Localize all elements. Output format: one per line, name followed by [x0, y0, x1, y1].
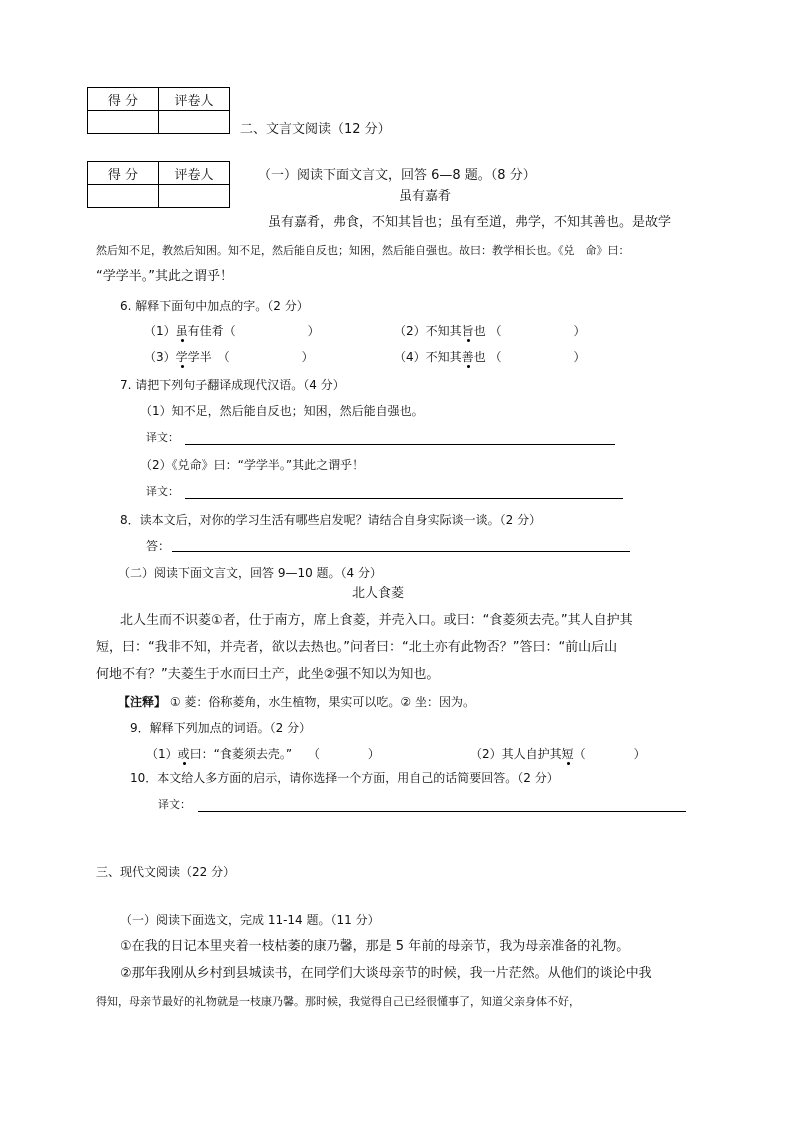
answer-line[interactable] — [185, 444, 615, 445]
section-3-heading: 三、现代文阅读（22 分） — [96, 865, 236, 879]
grader-cell[interactable] — [159, 111, 230, 134]
item-suffix: 也 （ ） — [473, 324, 586, 338]
answer-line[interactable] — [198, 811, 686, 812]
question-6-item-4 — [394, 349, 585, 366]
question-9-stem: 9．解释下列加点的词语。（2 分） — [130, 721, 312, 735]
question-7-sentence-1: （1）知不足，然后能自反也；知困，然后能自强也。 — [140, 404, 424, 418]
dotted-char: 旨 — [461, 324, 474, 338]
annotation-text: ① 菱：俗称菱角，水生植物，果实可以吃。② 坐：因为。 — [166, 695, 475, 709]
item-suffix: 有佳肴（ ） — [187, 324, 320, 338]
section-2-heading: 二、文言文阅读（12 分） — [240, 122, 391, 137]
question-9-item-2 — [470, 746, 646, 763]
part-3-intro: （一）阅读下面选文，完成 11-14 题。（11 分） — [120, 913, 380, 927]
answer-line[interactable] — [172, 551, 630, 552]
score-header: 得 分 — [88, 88, 159, 111]
question-10-stem: 10．本文给人多方面的启示，请你选择一个方面，用自己的话简要回答。（2 分） — [130, 771, 559, 785]
item-prefix: （1） — [144, 324, 176, 338]
passage-2-title: 北人食菱 — [352, 586, 405, 601]
question-9-item-1 — [146, 746, 380, 763]
translation-label: 译文： — [158, 798, 191, 811]
passage-1-line: “学学半。”其此之谓乎！ — [96, 269, 233, 284]
item-prefix: （4）不知其 — [394, 350, 462, 364]
passage-2-line: 短，曰：“我非不知，并壳者，欲以去热也。”问者曰：“北土亦有此物否？”答曰：“前山后山 — [96, 640, 618, 655]
dotted-char: 学 — [175, 350, 188, 364]
item-prefix: （2）不知其 — [394, 324, 462, 338]
item-suffix: 也 （ ） — [473, 350, 586, 364]
translation-label: 译文： — [146, 431, 179, 444]
item-suffix: 曰：“食菱须去壳。” （ ） — [189, 747, 380, 761]
question-6-item-2 — [394, 323, 585, 340]
item-suffix: （ ） — [573, 747, 646, 761]
question-6-item-3 — [144, 349, 314, 366]
item-prefix: （1） — [146, 747, 178, 761]
annotation — [118, 694, 475, 711]
question-8-stem: 8．读本文后，对你的学习生活有哪些启发呢？请结合自身实际谈一谈。（2 分） — [120, 513, 542, 527]
dotted-char: 短 — [561, 747, 574, 761]
score-cell[interactable] — [88, 185, 159, 208]
score-cell[interactable] — [88, 111, 159, 134]
passage-2-line: 北人生而不识菱①者，仕于南方，席上食菱，并壳入口。或曰：“食菱须去壳。”其人自护其 — [120, 613, 633, 628]
score-table-1 — [87, 87, 230, 134]
passage-2-line: 何地不有？”夫菱生于水而曰土产，此坐②强不知以为知也。 — [96, 667, 440, 682]
dotted-char: 善 — [461, 350, 474, 364]
grader-header: 评卷人 — [159, 162, 230, 185]
dotted-char: 虽 — [175, 324, 188, 338]
answer-label: 答： — [146, 539, 171, 553]
item-prefix: （2）其人自护其 — [470, 747, 562, 761]
translation-label: 译文： — [146, 485, 179, 498]
part-2-intro: （二）阅读下面文言文，回答 9—10 题。（4 分） — [118, 566, 382, 580]
passage-1-line: 虽有嘉肴，弗食，不知其旨也；虽有至道，弗学，不知其善也。是故学 — [268, 215, 672, 230]
annotation-label: 【注释】 — [118, 695, 167, 709]
item-prefix: （3） — [144, 350, 176, 364]
passage-1-title: 虽有嘉肴 — [399, 189, 452, 204]
passage-3-line: ①在我的日记本里夹着一枝枯萎的康乃馨，那是 5 年前的母亲节，我为母亲准备的礼物。 — [120, 939, 630, 954]
passage-3-line: ②那年我刚从乡村到县城读书，在同学们大谈母亲节的时候，我一片茫然。从他们的谈论中我 — [120, 966, 652, 981]
passage-1-line: 然后知不足，教然后知困。知不足，然后能自反也；知困，然后能自强也。故曰：教学相长也。《兑 命》曰： — [96, 244, 630, 257]
question-6-item-1 — [144, 323, 320, 340]
grader-cell[interactable] — [159, 185, 230, 208]
question-7-sentence-2: （2）《兑命》曰：“学学半。”其此之谓乎！ — [140, 458, 365, 472]
question-6-stem: 6. 解释下面句中加点的字。（2 分） — [120, 299, 309, 313]
passage-3-line: 得知，母亲节最好的礼物就是一枝康乃馨。那时候，我觉得自己已经很懂事了，知道父亲身体不好， — [96, 995, 580, 1008]
score-table-2 — [87, 161, 230, 208]
part-1-intro: （一）阅读下面文言文，回答 6—8 题。（8 分） — [258, 168, 536, 183]
dotted-char: 或 — [177, 747, 190, 761]
score-header: 得 分 — [88, 162, 159, 185]
item-suffix: 学半 （ ） — [187, 350, 314, 364]
answer-line[interactable] — [185, 498, 623, 499]
grader-header: 评卷人 — [159, 88, 230, 111]
question-7-stem: 7. 请把下列句子翻译成现代汉语。（4 分） — [120, 378, 345, 392]
